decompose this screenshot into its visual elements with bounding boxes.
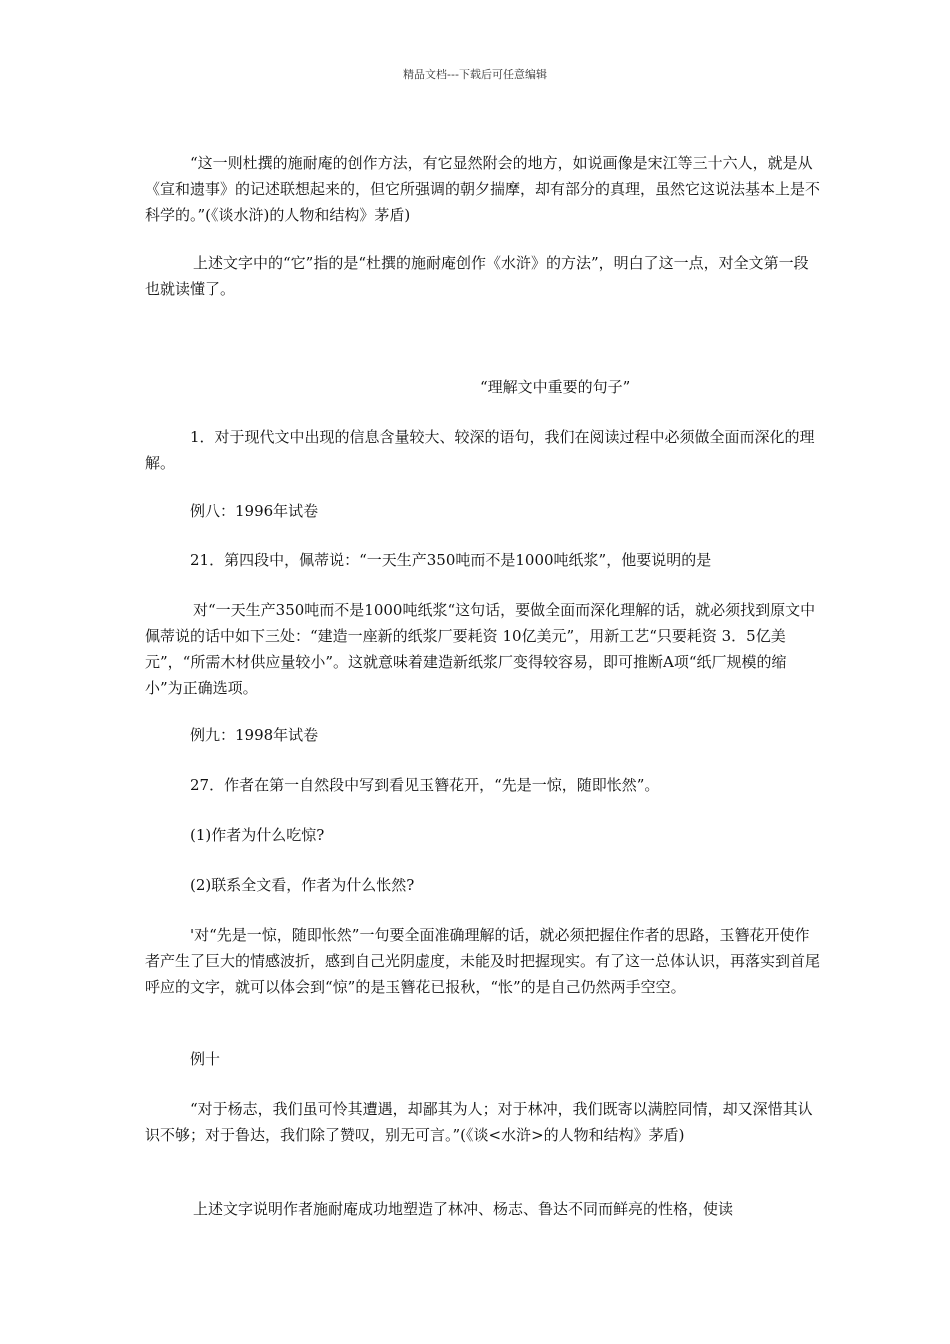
paragraph-subquestion-1: (1)作者为什么吃惊? (190, 826, 325, 844)
paragraph-explanation-2: 上述文字说明作者施耐庵成功地塑造了林冲、杨志、鲁达不同而鲜亮的性格，使读 (193, 1200, 734, 1218)
paragraph-subquestion-2: (2)联系全文看，作者为什么怅然? (190, 876, 415, 894)
paragraph-example-8: 例八：1996年试卷 (190, 502, 319, 520)
paragraph-question-27: 27．作者在第一自然段中写到看见玉簪花开，“先是一惊，随即怅然”。 (190, 776, 660, 794)
paragraph-example-10: 例十 (190, 1050, 221, 1068)
paragraph-question-21: 21．第四段中，佩蒂说：“一天生产350吨而不是1000吨纸浆”，他要说明的是 (190, 551, 712, 569)
paragraph-quote-1: “这一则杜撰的施耐庵的创作方法，有它显然附会的地方，如说画像是宋江等三十六人，就是从《宣和遗事》的记述联想起来的，但它所强调的朝夕揣摩，却有部分的真理，虽然它这说法基本上是不科学的。”(《谈水浒)的人物和结构》茅盾) (145, 154, 821, 224)
paragraph-quote-2: “对于杨志，我们虽可怜其遭遇，却鄙其为人；对于林冲，我们既寄以满腔同情，却又深惜其认识不够；对于鲁达，我们除了赞叹，别无可言。”(《谈<水浒>的人物和结构》茅盾) (145, 1100, 813, 1144)
section-title: “理解文中重要的句子” (480, 378, 631, 396)
paragraph-example-9: 例九：1998年试卷 (190, 726, 319, 744)
page-header: 精品文档---下载后可任意编辑 (403, 68, 547, 81)
paragraph-answer-21: 对“一天生产350吨而不是1000吨纸浆“这句话，要做全面而深化理解的话，就必须找到原文中佩蒂说的话中如下三处：“建造一座新的纸浆厂要耗资 10亿美元”，用新工艺“只要耗资 3．5亿美元”，“所需木材供应量较小”。这就意味着建造新纸浆厂变得较容易，即可推断A项“纸厂规模的缩小”为正确选项。 (145, 601, 816, 697)
paragraph-explanation-1: 上述文字中的“它”指的是“杜撰的施耐庵创作《水浒》的方法”，明白了这一点，对全文第一段也就读懂了。 (145, 254, 809, 298)
paragraph-answer-27: '对“先是一惊，随即怅然”一句要全面准确理解的话，就必须把握住作者的思路，玉簪花开使作者产生了巨大的情感波折，感到自己光阴虚度，未能及时把握现实。有了这一总体认识，再落实到首尾呼应的文字，就可以体会到“惊”的是玉簪花已报秋，“怅”的是自己仍然两手空空。 (145, 926, 821, 996)
paragraph-point-1: 1．对于现代文中出现的信息含量较大、较深的语句，我们在阅读过程中必须做全面而深化的理解。 (145, 428, 815, 472)
